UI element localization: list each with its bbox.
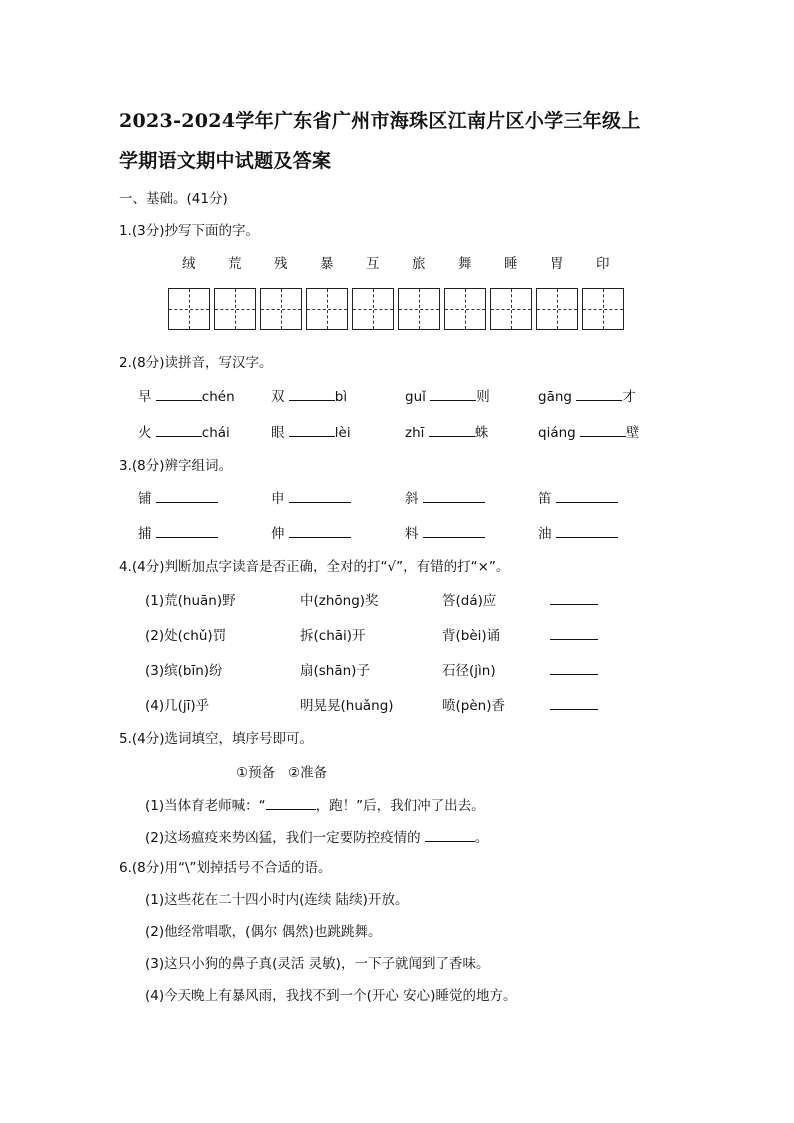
answer-blank[interactable] xyxy=(576,386,622,401)
q5-heading: 5.(4分)选词填空，填序号即可。 xyxy=(119,731,314,747)
q4-item: (2)处(chǔ)罚 xyxy=(145,628,227,644)
q3-item: 料 xyxy=(405,522,485,542)
q4-heading: 4.(4分)判断加点字读音是否正确，全对的打“√”，有错的打“×”。 xyxy=(119,559,510,575)
answer-blank[interactable] xyxy=(556,523,618,538)
q4-item: 喷(pèn)香 xyxy=(442,698,505,714)
q1-char-7: 睡 xyxy=(504,256,518,272)
q1-char-4: 互 xyxy=(366,256,380,272)
writing-cell[interactable] xyxy=(168,288,210,330)
q2-item: qiáng 壁 xyxy=(538,421,640,441)
answer-blank[interactable] xyxy=(430,386,476,401)
writing-cell[interactable] xyxy=(260,288,302,330)
answer-blank[interactable] xyxy=(423,523,485,538)
q1-char-2: 残 xyxy=(274,256,288,272)
q2-item: 火 chái xyxy=(138,421,230,441)
q5-sentence-2: (2)这场瘟疫来势凶猛，我们一定要防控疫情的 。 xyxy=(145,826,488,846)
q2-heading: 2.(8分)读拼音，写汉字。 xyxy=(119,355,273,371)
page-title-line1: 2023-2024学年广东省广州市海珠区江南片区小学三年级上 xyxy=(119,110,641,132)
q6-item: (1)这些花在二十四小时内(连续 陆续)开放。 xyxy=(145,892,409,908)
answer-blank[interactable] xyxy=(289,422,335,437)
answer-blank[interactable] xyxy=(556,488,618,503)
q3-item: 铺 xyxy=(138,487,218,507)
q2-item: zhī 蛛 xyxy=(405,421,488,441)
q3-item: 申 xyxy=(271,487,351,507)
q1-char-0: 绒 xyxy=(182,256,196,272)
q4-item: 答(dá)应 xyxy=(442,593,497,609)
answer-blank[interactable] xyxy=(425,827,475,842)
q2-item: 双 bì xyxy=(271,385,347,405)
answer-blank[interactable] xyxy=(156,386,202,401)
answer-blank[interactable] xyxy=(550,660,598,675)
q3-item: 笛 xyxy=(538,487,618,507)
q6-item: (3)这只小狗的鼻子真(灵活 灵敏)，一下子就闻到了香味。 xyxy=(145,956,490,972)
q4-item: 扇(shān)子 xyxy=(300,663,370,679)
writing-cell[interactable] xyxy=(536,288,578,330)
page-title-line2: 学期语文期中试题及答案 xyxy=(119,150,332,172)
answer-blank[interactable] xyxy=(156,523,218,538)
section-heading: 一、基础。(41分) xyxy=(119,191,228,207)
answer-blank[interactable] xyxy=(550,695,598,710)
q3-item: 捕 xyxy=(138,522,218,542)
q4-item: (4)几(jī)乎 xyxy=(145,698,210,714)
q4-item: (3)缤(bīn)纷 xyxy=(145,663,223,679)
answer-blank[interactable] xyxy=(580,422,626,437)
answer-blank[interactable] xyxy=(266,795,316,810)
answer-blank[interactable] xyxy=(550,625,598,640)
answer-blank[interactable] xyxy=(156,422,202,437)
q1-char-1: 荒 xyxy=(228,256,242,272)
q2-item: 眼 lèi xyxy=(271,421,351,441)
writing-cell[interactable] xyxy=(214,288,256,330)
q6-item: (4)今天晚上有暴风雨，我找不到一个(开心 安心)睡觉的地方。 xyxy=(145,988,517,1004)
q3-item: 油 xyxy=(538,522,618,542)
answer-blank[interactable] xyxy=(429,422,475,437)
q4-item: 拆(chāi)开 xyxy=(300,628,366,644)
q3-item: 斜 xyxy=(405,487,485,507)
answer-blank[interactable] xyxy=(289,386,335,401)
q3-heading: 3.(8分)辨字组词。 xyxy=(119,458,233,474)
writing-cell[interactable] xyxy=(306,288,348,330)
q2-item: guǐ 则 xyxy=(405,385,490,405)
q5-options: ①预备 ②准备 xyxy=(236,765,328,781)
answer-blank[interactable] xyxy=(289,523,351,538)
answer-blank[interactable] xyxy=(550,590,598,605)
q3-item: 伸 xyxy=(271,522,351,542)
q4-item: (1)荒(huān)野 xyxy=(145,593,236,609)
q4-item: 中(zhōng)奖 xyxy=(300,593,379,609)
writing-cell[interactable] xyxy=(490,288,532,330)
q4-item: 明晃晃(huǎng) xyxy=(300,698,394,714)
writing-cell[interactable] xyxy=(582,288,624,330)
q4-item: 背(bèi)诵 xyxy=(442,628,501,644)
q4-item: 石径(jìn) xyxy=(442,663,496,679)
writing-cell[interactable] xyxy=(398,288,440,330)
q6-heading: 6.(8分)用“\”划掉括号不合适的语。 xyxy=(119,860,332,876)
q5-sentence-1: (1)当体育老师喊：“ ，跑！”后，我们冲了出去。 xyxy=(145,794,485,814)
answer-blank[interactable] xyxy=(289,488,351,503)
q1-heading: 1.(3分)抄写下面的字。 xyxy=(119,223,260,239)
q6-item: (2)他经常唱歌，(偶尔 偶然)也跳跳舞。 xyxy=(145,924,382,940)
writing-cell[interactable] xyxy=(352,288,394,330)
q1-char-6: 舞 xyxy=(458,256,472,272)
q2-item: gāng 才 xyxy=(538,385,636,405)
q2-item: 早 chén xyxy=(138,385,235,405)
q1-char-9: 印 xyxy=(596,256,610,272)
q1-char-3: 暴 xyxy=(320,256,334,272)
q1-char-8: 胃 xyxy=(550,256,564,272)
writing-grid xyxy=(168,288,628,334)
answer-blank[interactable] xyxy=(423,488,485,503)
q1-char-5: 旅 xyxy=(412,256,426,272)
answer-blank[interactable] xyxy=(156,488,218,503)
writing-cell[interactable] xyxy=(444,288,486,330)
